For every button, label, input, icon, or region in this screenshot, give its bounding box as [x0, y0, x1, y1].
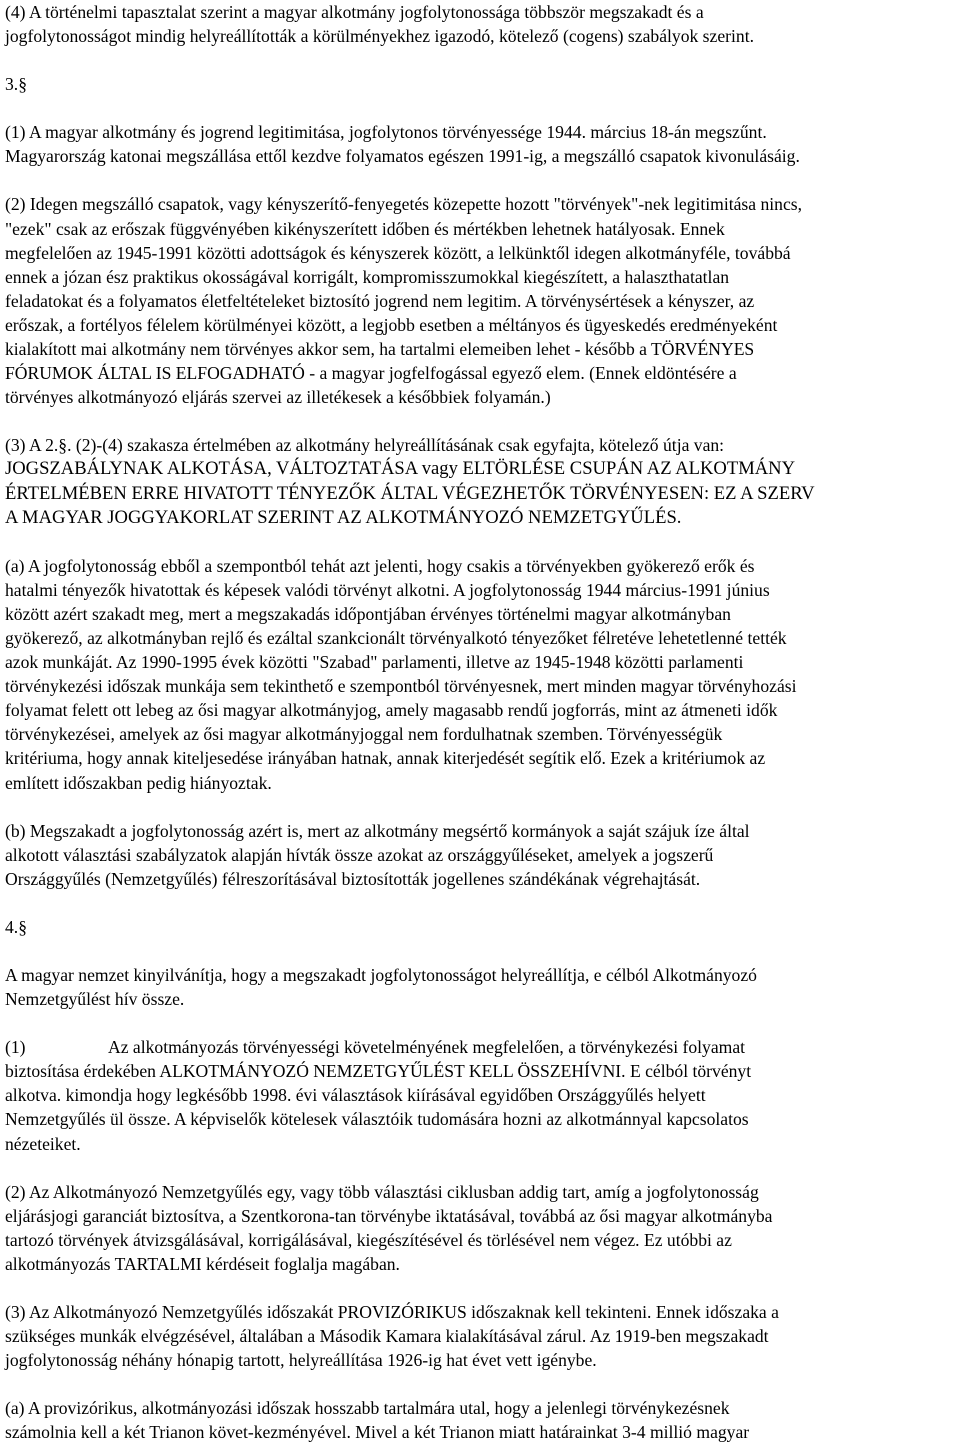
text-line: feladatokat és a folyamatos életfeltételeket biztosító jogrend nem legitim. A törvénysértések a kényszer, az	[5, 290, 755, 311]
text-line: törvénykezési időszak munkája sem tekinthető e szempontból törvényesnek, mert minden magyar törvényhozási	[5, 676, 797, 697]
text-line: között azért szakadt meg, mert a megszakadás időpontjában érvényes történelmi magyar alkotmányban	[5, 603, 731, 624]
text-line: kialakított mai alkotmány nem törvényes akkor sem, ha tartalmi elemeiben lehet - később a TÖRVÉNYES	[5, 339, 755, 360]
text-line: kritériuma, hogy annak kiteljesedése irányában hatnak, annak kiterjedését segítik elő. Ezek a kritériumok az	[5, 748, 766, 769]
text-line: Országgyűlés (Nemzetgyűlés) félreszorításával biztosították jogellenes szándékának végrehajtását.	[5, 868, 701, 889]
text-line: (3) A 2.§. (2)-(4) szakasza értelmében az alkotmány helyreállításának csak egyfajta, kötelező útja van:	[5, 435, 725, 456]
text-line: Nemzetgyűlést hív össze.	[5, 989, 185, 1010]
text-line: ennek a józan ész praktikus okosságával korrigált, kompromisszumokkal kiegészített, a halaszthatatlan	[5, 266, 730, 287]
text-line: erőszak, a fortélyos félelem körülményei között, a legjobb esetben a méltányos és ügyeskedés eredményeként	[5, 314, 778, 335]
text-line: folyamat felett ott lebeg az ősi magyar alkotmányjog, amely magasabb rendű jogforrás, mint az átmeneti idők	[5, 700, 778, 721]
text-line: jogfolytonosságot mindig helyreállították a körülményekhez igazodó, kötelező (cogens) szabályok szerint.	[5, 26, 754, 47]
text-line: FÓRUMOK ÁLTAL IS ELFOGADHATÓ - a magyar jogfelfogással egyező elem. (Ennek eldöntésére a	[5, 363, 737, 384]
text-line: nézeteiket.	[5, 1133, 81, 1154]
text-line: A MAGYAR JOGGYAKORLAT SZERINT AZ ALKOTMÁNYOZÓ NEMZETGYŰLÉS.	[5, 506, 682, 528]
text-line: gyökerező, az alkotmányban rejlő és ezáltal szankcionált törvényalkotó tényezőket félretéve lehetetlenné tették	[5, 627, 787, 648]
section-number: 4.§	[5, 916, 27, 937]
text-line: (4) A történelmi tapasztalat szerint a magyar alkotmány jogfolytonossága többször megszakadt és a	[5, 2, 704, 22]
paragraph-4-3	[5, 1300, 955, 1372]
text-line: A magyar nemzet kinyilvánítja, hogy a megszakadt jogfolytonosságot helyreállítja, e célból Alkotmányozó	[5, 965, 757, 985]
text-line: "ezek" csak az erőszak függvényében kikényszerített időben és mértékben lehetnek hatályosak. Ennek	[5, 218, 725, 239]
text-line: tartozó törvények átvizsgálásával, korrigálásával, kiegészítésével és törlésével nem végez. Ez utóbbi az	[5, 1229, 732, 1250]
text-line: törvénykezései, amelyek az ősi magyar alkotmányjoggal nem fordulhatnak szemben. Törvényességük	[5, 724, 723, 745]
section-number: 3.§	[5, 74, 27, 95]
paragraph-3-3b	[5, 819, 955, 891]
paragraph-4-2	[5, 1180, 955, 1276]
text-line: (3) Az Alkotmányozó Nemzetgyűlés időszakát PROVIZÓRIKUS időszaknak kell tekinteni. Ennek időszaka a	[5, 1302, 779, 1323]
paragraph-4-intro	[5, 963, 955, 1011]
paragraph-4	[5, 0, 955, 48]
paragraph-4-3a	[5, 1396, 955, 1444]
text-line: szükséges munkák elvégzésével, általában a Második Kamara kialakításával zárul. Az 1919-ben megszakadt	[5, 1326, 769, 1347]
text-line: számolnia kell a két Trianon követ-kezményével. Mivel a két Trianon miatt határainkat 3-4 millió magyar	[5, 1422, 750, 1443]
text-line	[5, 1035, 955, 1059]
text-line: biztosítása érdekében ALKOTMÁNYOZÓ NEMZETGYŰLÉST KELL ÖSSZEHÍVNI. E célból törvényt	[5, 1061, 752, 1082]
section-heading-4	[5, 915, 955, 939]
paragraph-3-3a	[5, 554, 955, 795]
text-line: JOGSZABÁLYNAK ALKOTÁSA, VÁLTOZTATÁSA vagy ELTÖRLÉSE CSUPÁN AZ ALKOTMÁNY	[5, 458, 796, 480]
text-line: (a) A jogfolytonosság ebből a szempontból tehát azt jelenti, hogy csakis a törvényekben gyökerező erők és	[5, 555, 755, 576]
item-text: Az alkotmányozás törvényességi követelményének megfelelően, a törvénykezési folyamat	[108, 1037, 746, 1058]
text-line: hatalmi tényezők hivatottak és képesek valódi törvényt alkotni. A jogfolytonosság 1944 március-1991 június	[5, 579, 770, 600]
text-line: törvényes alkotmányozó eljárás szervei az illetékesek a későbbiek folyamán.)	[5, 387, 551, 408]
paragraph-4-1	[5, 1035, 955, 1155]
text-line: alkotva. kimondja hogy legkésőbb 1998. évi választások kiírásával egyidőben Országgyűlés helyett	[5, 1085, 706, 1106]
text-line: Magyarország katonai megszállása ettől kezdve folyamatos egészen 1991-ig, a megszálló csapatok kivonulásáig.	[5, 146, 800, 167]
text-line: megfelelően az 1945-1991 közötti adottságok és kényszerek között, a lelkünktől idegen alkotmányféle, továbbá	[5, 242, 791, 263]
text-line: (b) Megszakadt a jogfolytonosság azért is, mert az alkotmány megsértő kormányok a saját szájuk íze által	[5, 820, 750, 841]
text-line: említett időszakban pedig hiányoztak.	[5, 772, 272, 793]
paragraph-3-2	[5, 192, 955, 409]
document-body	[5, 0, 955, 1445]
item-number: (1)	[5, 1037, 26, 1058]
text-line: (a) A provizórikus, alkotmányozási időszak hosszabb tartalmára utal, hogy a jelenlegi törvénykezésnek	[5, 1398, 730, 1419]
text-line: Nemzetgyűlés ül össze. A képviselők kötelesek választóik tudomására hozni az alkotmánnyal kapcsolatos	[5, 1109, 749, 1130]
text-line: alkotmányozás TARTALMI kérdéseit foglalja magában.	[5, 1253, 400, 1274]
paragraph-3-1	[5, 120, 955, 168]
text-line: (1) A magyar alkotmány és jogrend legitimitása, jogfolytonos törvényessége 1944. március 18-án megszűnt.	[5, 122, 767, 143]
text-line: eljárásjogi garanciát biztosítva, a Szentkorona-tan törvénybe iktatásával, továbbá az ősi magyar alkotmányba	[5, 1205, 773, 1226]
text-line: jogfolytonosság néhány hónapig tartott, helyreállítása 1926-ig hat évet vett igénybe.	[5, 1350, 597, 1371]
text-line: ÉRTELMÉBEN ERRE HIVATOTT TÉNYEZŐK ÁLTAL VÉGEZHETŐK TÖRVÉNYESEN: EZ A SZERV	[5, 482, 815, 504]
text-line: (2) Az Alkotmányozó Nemzetgyűlés egy, vagy több választási ciklusban addig tart, amíg a jogfolytonosság	[5, 1181, 759, 1202]
text-line: alkotott választási szabályzatok alapján hívták össze azokat az országgyűléseket, amelyek a jogszerű	[5, 844, 714, 865]
text-line: azok munkáját. Az 1990-1995 évek közötti "Szabad" parlamenti, illetve az 1945-1948 közötti parlamenti	[5, 652, 744, 673]
text-line: (2) Idegen megszálló csapatok, vagy kényszerítő-fenyegetés közepette hozott "törvények"-nek legitimitása nincs,	[5, 194, 802, 215]
paragraph-3-3	[5, 433, 955, 529]
section-heading-3	[5, 72, 955, 96]
